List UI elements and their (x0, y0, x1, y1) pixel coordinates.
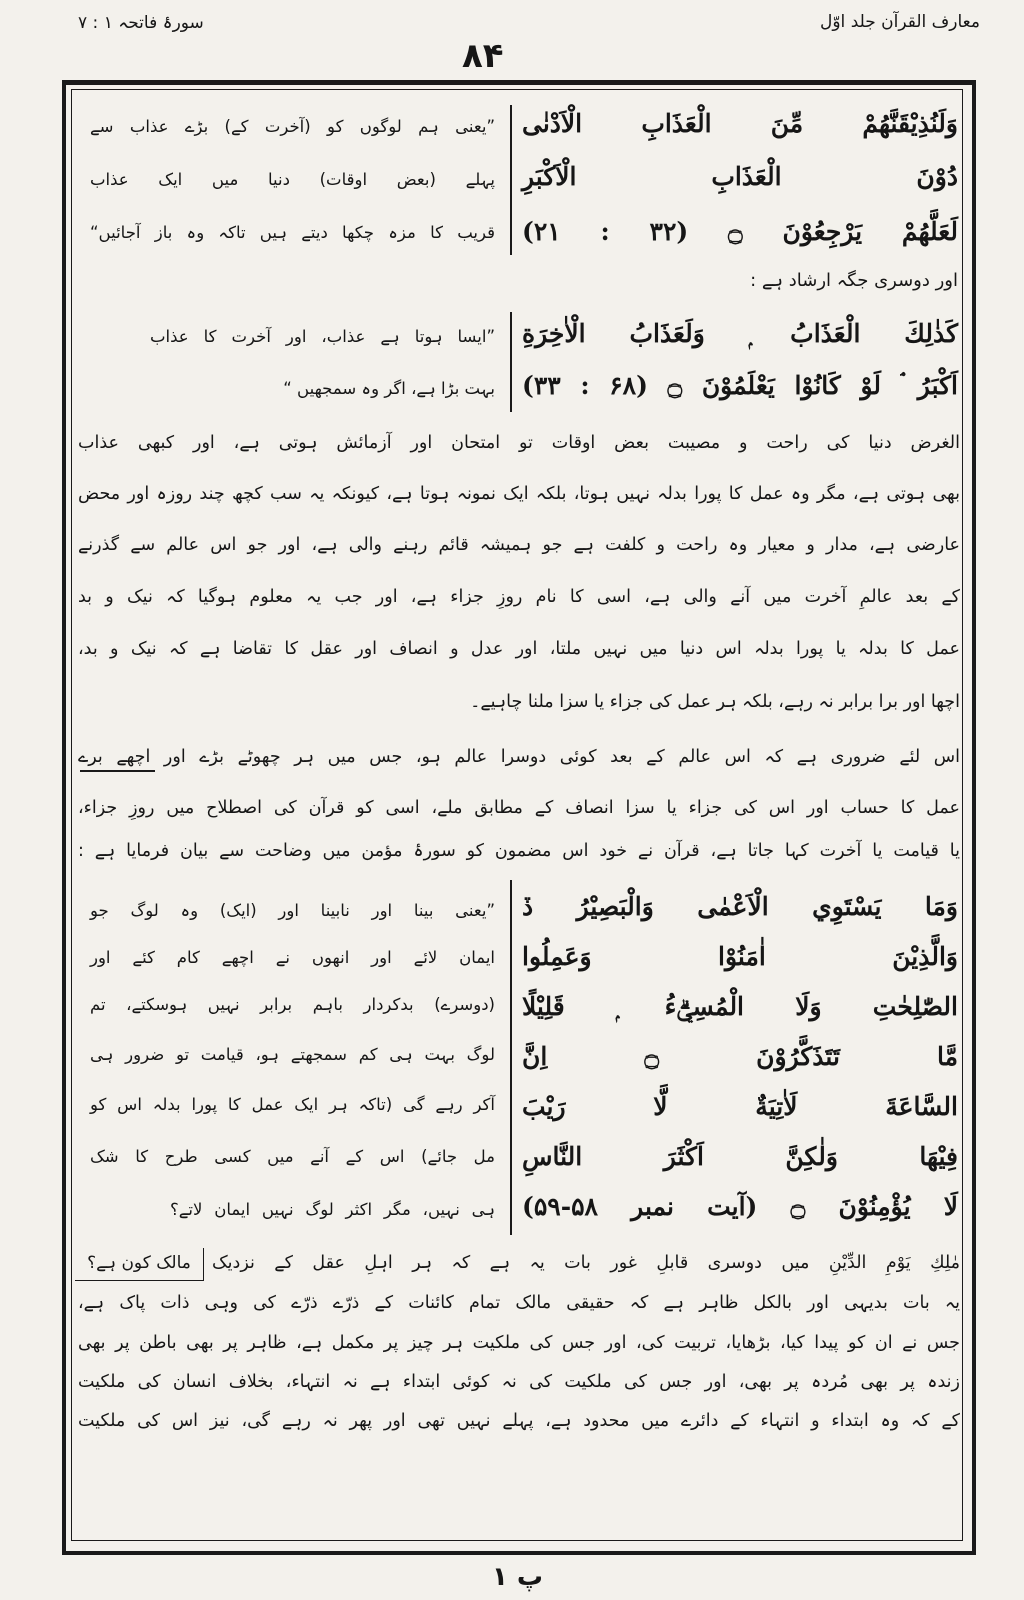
translation-line: آکر رہے گی (تاکہ ہر ایک عمل کا پورا بدلہ اس کو (90, 1095, 495, 1114)
arabic-verse-line: لَعَلَّهُمْ يَرْجِعُوْنَ ۝ (۳۲ : ۲۱) (522, 217, 958, 246)
paragraph-line: یہ بات بدیہی اور بالکل ظاہر ہے کہ حقیقی مالک تمام کائنات کے ذرّے ذرّے کی وہی ذات پاک ہے، (78, 1293, 960, 1313)
translation-line: ایمان لائے اور انھوں نے اچھے کام کئے اور (90, 948, 495, 967)
paragraph-line: یا قیامت یا آخرت کہا جاتا ہے، قرآن نے خود اس مضمون کو سورۂ مؤمن میں وضاحت سے بیان فرمایا ہے : (78, 841, 960, 861)
arabic-verse-line: اَكْبَرُ ۘ لَوْ كَانُوْا يَعْلَمُوْنَ ۝ (۶۸ : ۳۳) (522, 371, 958, 400)
paragraph-line: کے بعد عالمِ آخرت میں آنے والی ہے، اسی کا نام روزِ جزاء ہے، اور جب یہ معلوم ہوگیا کہ نیک و بد (78, 587, 960, 607)
arabic-verse-line: السَّاعَةَ لَاٰتِيَةٌ لَّا رَيْبَ (522, 1092, 958, 1121)
translation-line: لوگ بہت ہی کم سمجھتے ہو، قیامت تو ضرور ہی (90, 1045, 495, 1064)
underline-mark (80, 770, 155, 772)
paragraph-line: الغرض دنیا کی راحت و مصیبت بعض اوقات تو امتحان اور آزمائش ہوتی ہے، اور کبھی عذاب (78, 433, 960, 453)
paragraph-line: عارضی ہے، مدار و معیار وہ راحت و کلفت ہے جو ہمیشہ قائم رہنے والی ہے، اور جو اس عالم سے گذرنے (78, 535, 960, 555)
arabic-verse-line: وَالَّذِيْنَ اٰمَنُوْا وَعَمِلُوا (522, 942, 958, 971)
translation-line: مل جائے) اس کے آنے میں کسی طرح کا شک (90, 1147, 495, 1166)
para-marker: پ ۱ (492, 1562, 544, 1592)
translation-line: بہت بڑا ہے، اگر وہ سمجھیں “ (283, 379, 495, 398)
paragraph-line: کے کہ وہ ابتداء و انتہاء کے دائرے میں محدود ہے، پہلے نہیں تھی اور پھر نہ رہے گی، نیز اس کی ملکیت (78, 1411, 960, 1431)
arabic-verse-line: الصّٰلِحٰتِ وَلَا الْمُسِيْۗءُ ۭ قَلِيْلًا (522, 992, 958, 1021)
paragraph-line: زندہ پر بھی مُردہ پر بھی، اور جس کی ملکیت کی نہ کوئی ابتداء ہے نہ انتہاء، بخلاف انسان کی ملکیت (78, 1372, 960, 1392)
translation-line: ”یعنی ہم لوگوں کو (آخرت کے) بڑے عذاب سے (90, 117, 495, 136)
book-title: معارف القرآن جلد اوّل (820, 12, 980, 32)
paragraph-line: عمل کا حساب اور اس کی جزاء یا سزا انصاف کے مطابق ملے، اسی کو قرآن کی اصطلاح میں روزِ جزاء، (78, 798, 960, 818)
translation-line: قریب کا مزہ چکھا دیتے ہیں تاکہ وہ باز آجائیں“ (90, 223, 495, 242)
paragraph-line: اس لئے ضروری ہے کہ اس عالم کے بعد کوئی دوسرا عالم ہو، جس میں ہر چھوٹے بڑے اور اچھے برے (78, 747, 960, 767)
translation-line: ”یعنی بینا اور نابینا اور (ایک) وہ لوگ جو (90, 901, 495, 920)
translation-line: ”ایسا ہوتا ہے عذاب، اور آخرت کا عذاب (150, 327, 495, 346)
paragraph-line: جس نے ان کو پیدا کیا، بڑھایا، تربیت کی، اور جس کی ملکیت ہر چیز پر مکمل ہے، ظاہر پر بھی باطن پر بھی (78, 1333, 960, 1353)
paragraph-line: اچھا اور برا برابر نہ رہے، بلکہ ہر عمل کی جزاء یا سزا ملنا چاہیے۔ (470, 692, 960, 712)
translation-line: پہلے (بعض اوقات) دنیا میں ایک عذاب (90, 170, 495, 189)
column-divider (510, 105, 512, 255)
paragraph-line: بھی ہوتی ہے، مگر وہ عمل کا پورا بدلہ نہیں ہوتا، بلکہ ایک نمونہ ہوتا ہے، کیونکہ یہ سب کچھ چند روزہ اور محض (78, 484, 960, 504)
arabic-verse-line: دُوْنَ الْعَذَابِ الْاَكْبَرِ (522, 162, 958, 191)
arabic-verse-line: مَّا تَتَذَكَّرُوْنَ ۝ اِنَّ (522, 1042, 959, 1071)
translation-line: ہی نہیں، مگر اکثر لوگ نہیں ایمان لاتے؟ (170, 1200, 495, 1219)
arabic-verse-line: فِيْهَا وَلٰكِنَّ اَكْثَرَ النَّاسِ (522, 1142, 958, 1171)
intro-line: اور دوسری جگہ ارشاد ہے : (750, 270, 958, 291)
arabic-verse-line: وَمَا يَسْتَوِي الْاَعْمٰى وَالْبَصِيْرُ ڏ (522, 892, 958, 921)
arabic-verse-line: وَلَنُذِيْقَنَّهُمْ مِّنَ الْعَذَابِ الْاَدْنٰى (522, 109, 958, 138)
arabic-verse-line: كَذٰلِكَ الْعَذَابُ ۭ وَلَعَذَابُ الْاٰخِرَةِ (522, 319, 958, 348)
translation-line: (دوسرے) بدکردار باہم برابر نہیں ہوسکتے، تم (90, 995, 495, 1014)
arabic-verse-line: لَا يُؤْمِنُوْنَ ۝ (آیت نمبر ۵۸-۵۹) (522, 1192, 958, 1221)
column-divider (510, 880, 512, 1235)
paragraph-line: عمل کا بدلہ یا پورا بدلہ اس دنیا میں نہیں ملتا، اور عدل و انصاف اور عقل کا تقاضا ہے کہ نیک و بد، (78, 639, 960, 659)
side-heading: مالک کون ہے؟ (75, 1248, 204, 1281)
column-divider (510, 312, 512, 412)
page-number: ۸۴ (462, 36, 504, 76)
paragraph-line: مٰلِكِ يَوْمِ الدِّيْنِ میں دوسری قابلِ غور بات یہ ہے کہ ہر اہلِ عقل کے نزدیک (212, 1253, 960, 1273)
surah-reference: سورۂ فاتحہ ۱ : ۷ (78, 13, 204, 33)
